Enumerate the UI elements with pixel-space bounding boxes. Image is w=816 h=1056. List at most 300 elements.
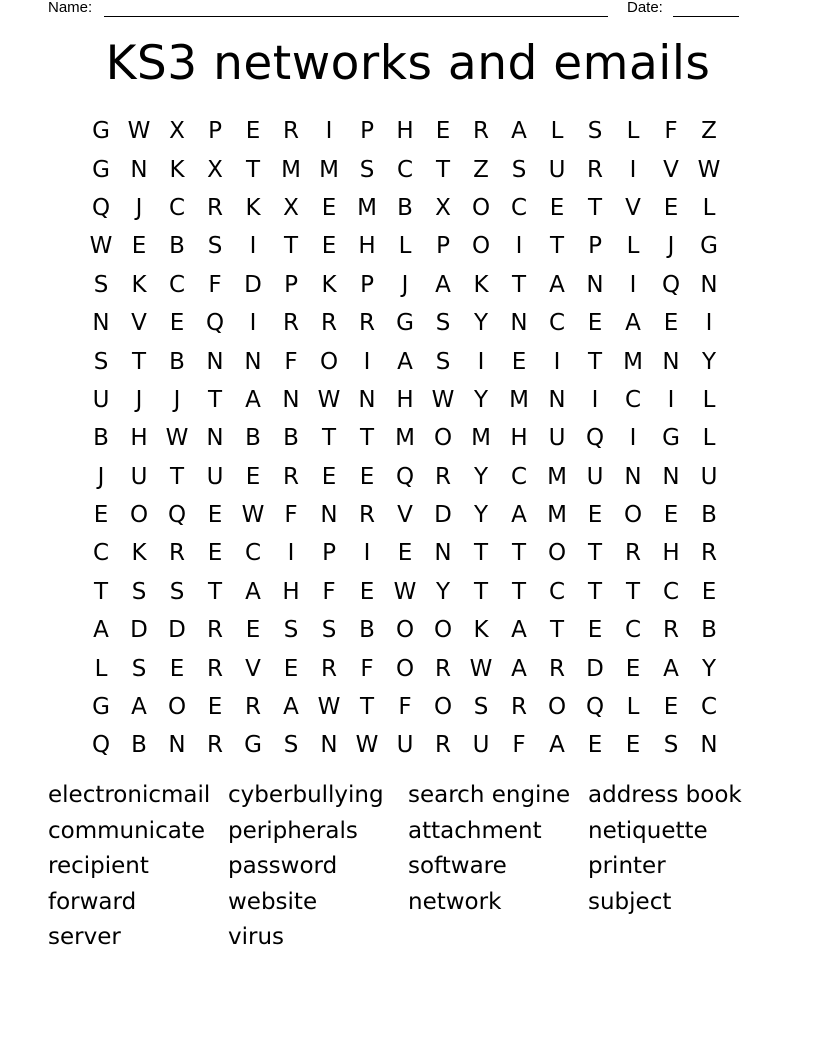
grid-letter: T [207, 386, 223, 413]
grid-letter: X [169, 118, 185, 145]
grid-letter: N [282, 386, 300, 413]
grid-letter: T [587, 194, 603, 221]
grid-letter: E [207, 540, 223, 567]
grid-letter: T [511, 578, 527, 605]
grid-letter: W [317, 386, 341, 413]
grid-letter: M [357, 194, 377, 221]
grid-letter: E [663, 694, 679, 721]
grid-letter: T [549, 617, 565, 644]
grid-letter: Q [205, 310, 225, 337]
grid-letter: B [701, 617, 717, 644]
grid-letter: A [93, 617, 109, 644]
grid-letter: X [435, 194, 451, 221]
grid-letter: E [663, 310, 679, 337]
grid-letter: C [168, 194, 186, 221]
grid-letter: C [244, 540, 262, 567]
grid-letter: W [165, 425, 189, 452]
grid-letter: R [207, 617, 223, 644]
grid-letter: X [207, 156, 223, 183]
grid-letter: O [471, 194, 491, 221]
grid-letter: R [207, 732, 223, 759]
grid-row [82, 112, 728, 150]
word-list-item: cyberbullying [228, 782, 384, 808]
grid-letter: R [359, 502, 375, 529]
grid-letter: E [245, 118, 261, 145]
grid-letter: T [169, 463, 185, 490]
grid-letter: L [550, 118, 564, 145]
grid-letter: N [358, 386, 376, 413]
grid-letter: E [625, 732, 641, 759]
grid-letter: Y [473, 502, 489, 529]
grid-letter: W [393, 578, 417, 605]
grid-letter: N [206, 348, 224, 375]
grid-letter: K [245, 194, 261, 221]
grid-letter: P [360, 118, 374, 145]
grid-letter: S [435, 348, 451, 375]
grid-letter: N [624, 463, 642, 490]
grid-letter: R [473, 118, 489, 145]
grid-letter: L [398, 233, 412, 260]
grid-letter: H [396, 118, 414, 145]
grid-letter: L [626, 118, 640, 145]
grid-letter: O [433, 425, 453, 452]
grid-letter: P [588, 233, 602, 260]
grid-letter: Q [91, 732, 111, 759]
grid-letter: P [436, 233, 450, 260]
grid-letter: L [94, 655, 108, 682]
grid-letter: S [131, 655, 147, 682]
grid-letter: U [206, 463, 224, 490]
grid-letter: C [548, 310, 566, 337]
grid-row [82, 726, 728, 764]
grid-letter: K [169, 156, 185, 183]
grid-letter: T [625, 578, 641, 605]
grid-letter: S [93, 271, 109, 298]
grid-letter: A [397, 348, 413, 375]
grid-letter: S [131, 578, 147, 605]
grid-letter: T [435, 156, 451, 183]
word-list-item: attachment [408, 817, 542, 844]
word-list-item: netiquette [588, 817, 708, 844]
grid-letter: O [471, 233, 491, 260]
grid-letter: U [700, 463, 718, 490]
grid-letter: O [433, 694, 453, 721]
grid-letter: N [168, 732, 186, 759]
grid-letter: N [434, 540, 452, 567]
grid-letter: C [624, 617, 642, 644]
grid-letter: V [245, 655, 261, 682]
grid-letter: R [625, 540, 641, 567]
grid-letter: R [245, 694, 261, 721]
grid-letter: E [169, 655, 185, 682]
grid-letter: P [208, 118, 222, 145]
grid-row [82, 227, 728, 265]
grid-letter: V [663, 156, 679, 183]
grid-letter: V [397, 502, 413, 529]
grid-letter: F [284, 348, 298, 375]
grid-letter: H [358, 233, 376, 260]
grid-letter: E [587, 310, 603, 337]
grid-letter: G [396, 310, 414, 337]
grid-letter: R [549, 655, 565, 682]
grid-letter: N [92, 310, 110, 337]
grid-letter: G [244, 732, 262, 759]
grid-letter: K [131, 540, 147, 567]
grid-letter: E [397, 540, 413, 567]
grid-letter: S [207, 233, 223, 260]
grid-letter: R [321, 655, 337, 682]
word-list-item: electronicmail [48, 782, 211, 808]
grid-letter: T [359, 694, 375, 721]
grid-letter: B [131, 732, 147, 759]
grid-row [82, 342, 728, 380]
grid-letter: E [435, 118, 451, 145]
grid-letter: Z [701, 118, 717, 145]
grid-letter: E [663, 194, 679, 221]
grid-letter: K [131, 271, 147, 298]
grid-letter: K [473, 271, 489, 298]
grid-letter: E [321, 194, 337, 221]
grid-letter: U [130, 463, 148, 490]
grid-letter: Y [701, 655, 717, 682]
grid-letter: C [662, 578, 680, 605]
grid-letter: A [511, 655, 527, 682]
grid-letter: I [629, 156, 637, 183]
grid-letter: B [93, 425, 109, 452]
grid-letter: F [664, 118, 678, 145]
grid-letter: B [245, 425, 261, 452]
grid-letter: S [435, 310, 451, 337]
grid-letter: C [548, 578, 566, 605]
grid-letter: E [207, 502, 223, 529]
word-list-item: communicate [48, 817, 205, 844]
grid-letter: U [548, 156, 566, 183]
grid-letter: O [395, 617, 415, 644]
grid-letter: T [245, 156, 261, 183]
grid-letter: R [435, 463, 451, 490]
grid-letter: D [586, 655, 604, 682]
grid-letter: P [322, 540, 336, 567]
grid-letter: F [322, 578, 336, 605]
grid-letter: T [511, 271, 527, 298]
grid-letter: I [363, 348, 371, 375]
grid-letter: G [92, 156, 110, 183]
grid-letter: S [587, 118, 603, 145]
grid-letter: T [473, 578, 489, 605]
grid-letter: E [321, 233, 337, 260]
grid-letter: D [130, 617, 148, 644]
grid-letter: M [471, 425, 491, 452]
grid-letter: N [510, 310, 528, 337]
grid-row [82, 611, 728, 649]
grid-letter: R [169, 540, 185, 567]
grid-letter: H [396, 386, 414, 413]
grid-letter: E [587, 617, 603, 644]
grid-letter: E [663, 502, 679, 529]
grid-letter: F [398, 694, 412, 721]
grid-letter: I [705, 310, 713, 337]
grid-letter: L [702, 194, 716, 221]
grid-letter: W [469, 655, 493, 682]
grid-letter: N [206, 425, 224, 452]
grid-letter: Q [395, 463, 415, 490]
grid-letter: E [321, 463, 337, 490]
grid-letter: I [325, 118, 333, 145]
grid-letter: J [135, 386, 143, 413]
grid-letter: Z [473, 156, 489, 183]
word-list-item: recipient [48, 853, 149, 879]
word-list-item: password [228, 853, 338, 879]
grid-letter: W [697, 156, 721, 183]
grid-letter: H [282, 578, 300, 605]
grid-letter: E [283, 655, 299, 682]
grid-letter: M [623, 348, 643, 375]
grid-letter: I [667, 386, 675, 413]
grid-letter: Q [91, 194, 111, 221]
word-list-item: software [408, 853, 507, 879]
grid-letter: S [473, 694, 489, 721]
word-list-item: peripherals [228, 817, 358, 844]
grid-letter: E [245, 617, 261, 644]
grid-letter: C [396, 156, 414, 183]
grid-letter: R [587, 156, 603, 183]
word-list-item: search engine [408, 782, 571, 808]
grid-letter: A [245, 578, 261, 605]
grid-letter: W [127, 118, 151, 145]
grid-letter: S [511, 156, 527, 183]
grid-letter: M [547, 502, 567, 529]
grid-row [82, 189, 728, 227]
grid-letter: T [587, 540, 603, 567]
grid-letter: E [359, 463, 375, 490]
grid-letter: I [287, 540, 295, 567]
grid-letter: A [663, 655, 679, 682]
grid-letter: O [623, 502, 643, 529]
grid-letter: S [283, 617, 299, 644]
grid-letter: N [586, 271, 604, 298]
grid-letter: D [244, 271, 262, 298]
grid-letter: U [472, 732, 490, 759]
grid-letter: O [547, 694, 567, 721]
grid-row [82, 381, 728, 419]
grid-letter: A [511, 502, 527, 529]
grid-letter: W [431, 386, 455, 413]
grid-letter: C [92, 540, 110, 567]
grid-letter: H [130, 425, 148, 452]
grid-letter: N [548, 386, 566, 413]
grid-letter: K [473, 617, 489, 644]
grid-letter: N [130, 156, 148, 183]
grid-letter: C [510, 194, 528, 221]
grid-letter: B [169, 233, 185, 260]
grid-letter: N [662, 348, 680, 375]
grid-row [82, 649, 728, 687]
grid-letter: E [625, 655, 641, 682]
grid-letter: D [434, 502, 452, 529]
grid-letter: I [477, 348, 485, 375]
grid-letter: A [435, 271, 451, 298]
grid-row [82, 419, 728, 457]
grid-letter: O [395, 655, 415, 682]
word-list [48, 778, 768, 956]
grid-letter: R [663, 617, 679, 644]
grid-letter: E [131, 233, 147, 260]
grid-row [82, 266, 728, 304]
grid-letter: G [92, 694, 110, 721]
grid-letter: R [435, 655, 451, 682]
grid-letter: B [397, 194, 413, 221]
grid-letter: O [433, 617, 453, 644]
grid-letter: N [244, 348, 262, 375]
grid-letter: W [355, 732, 379, 759]
word-list-item: website [228, 888, 318, 915]
grid-letter: R [207, 194, 223, 221]
grid-letter: L [626, 233, 640, 260]
grid-letter: P [284, 271, 298, 298]
date-label: Date: [627, 0, 663, 16]
grid-letter: A [625, 310, 641, 337]
grid-letter: W [89, 233, 113, 260]
grid-letter: U [92, 386, 110, 413]
grid-letter: G [662, 425, 680, 452]
grid-letter: R [283, 310, 299, 337]
grid-letter: G [700, 233, 718, 260]
grid-letter: A [131, 694, 147, 721]
grid-letter: B [359, 617, 375, 644]
grid-letter: A [245, 386, 261, 413]
grid-letter: K [321, 271, 337, 298]
grid-letter: I [249, 310, 257, 337]
word-list-item: network [408, 888, 502, 915]
grid-letter: O [167, 694, 187, 721]
grid-letter: N [320, 502, 338, 529]
grid-letter: F [360, 655, 374, 682]
grid-letter: R [283, 118, 299, 145]
grid-letter: R [207, 655, 223, 682]
grid-letter: I [629, 425, 637, 452]
grid-letter: M [319, 156, 339, 183]
grid-letter: T [549, 233, 565, 260]
grid-letter: C [624, 386, 642, 413]
grid-letter: B [701, 502, 717, 529]
name-field-line [104, 16, 608, 17]
grid-letter: O [547, 540, 567, 567]
word-list-item: address book [588, 782, 742, 808]
grid-letter: T [511, 540, 527, 567]
grid-letter: E [359, 578, 375, 605]
grid-letter: I [515, 233, 523, 260]
grid-letter: I [363, 540, 371, 567]
grid-letter: R [435, 732, 451, 759]
grid-letter: C [510, 463, 528, 490]
word-list-item: virus [228, 924, 285, 950]
grid-letter: Y [435, 578, 451, 605]
grid-letter: W [317, 694, 341, 721]
grid-letter: T [587, 578, 603, 605]
grid-letter: I [249, 233, 257, 260]
grid-letter: A [549, 732, 565, 759]
grid-letter: A [511, 118, 527, 145]
grid-letter: J [667, 233, 675, 260]
grid-letter: O [319, 348, 339, 375]
grid-letter: Q [585, 425, 605, 452]
grid-letter: E [511, 348, 527, 375]
grid-letter: O [129, 502, 149, 529]
grid-letter: J [173, 386, 181, 413]
grid-letter: E [169, 310, 185, 337]
grid-letter: L [626, 694, 640, 721]
word-search-grid [82, 112, 728, 765]
grid-letter: E [701, 578, 717, 605]
grid-letter: V [625, 194, 641, 221]
grid-letter: T [473, 540, 489, 567]
grid-letter: G [92, 118, 110, 145]
grid-letter: Q [167, 502, 187, 529]
grid-letter: S [321, 617, 337, 644]
grid-letter: A [511, 617, 527, 644]
grid-letter: F [284, 502, 298, 529]
grid-letter: Q [585, 694, 605, 721]
grid-letter: I [591, 386, 599, 413]
grid-letter: F [512, 732, 526, 759]
grid-letter: J [135, 194, 143, 221]
grid-letter: T [207, 578, 223, 605]
grid-letter: U [396, 732, 414, 759]
grid-row [82, 534, 728, 572]
grid-letter: S [359, 156, 375, 183]
word-list-item: printer [588, 853, 666, 879]
grid-letter: T [321, 425, 337, 452]
grid-letter: Y [473, 386, 489, 413]
grid-letter: E [207, 694, 223, 721]
grid-letter: S [169, 578, 185, 605]
grid-letter: S [283, 732, 299, 759]
grid-letter: C [168, 271, 186, 298]
grid-row [82, 458, 728, 496]
grid-letter: R [511, 694, 527, 721]
grid-letter: I [553, 348, 561, 375]
grid-letter: M [509, 386, 529, 413]
grid-letter: R [321, 310, 337, 337]
grid-letter: N [662, 463, 680, 490]
grid-letter: V [131, 310, 147, 337]
grid-letter: Y [701, 348, 717, 375]
grid-letter: T [283, 233, 299, 260]
grid-letter: L [702, 425, 716, 452]
grid-letter: L [702, 386, 716, 413]
grid-letter: M [547, 463, 567, 490]
grid-letter: Y [473, 463, 489, 490]
word-list-item: subject [588, 888, 672, 915]
grid-letter: M [281, 156, 301, 183]
grid-letter: E [93, 502, 109, 529]
grid-letter: T [587, 348, 603, 375]
grid-row [82, 150, 728, 188]
grid-letter: H [662, 540, 680, 567]
grid-letter: N [700, 271, 718, 298]
grid-letter: H [510, 425, 528, 452]
grid-letter: A [549, 271, 565, 298]
grid-letter: T [93, 578, 109, 605]
grid-letter: A [283, 694, 299, 721]
name-label: Name: [48, 0, 93, 16]
grid-letter: T [359, 425, 375, 452]
grid-letter: P [360, 271, 374, 298]
date-field-line [673, 16, 739, 17]
grid-letter: Y [473, 310, 489, 337]
grid-row [82, 573, 728, 611]
grid-letter: D [168, 617, 186, 644]
